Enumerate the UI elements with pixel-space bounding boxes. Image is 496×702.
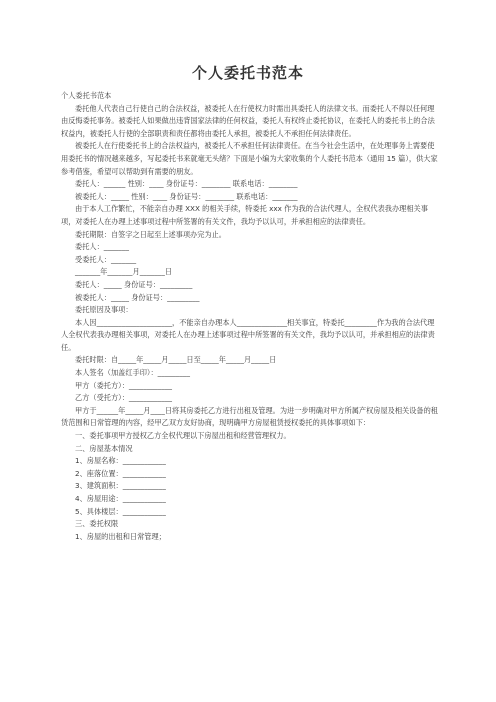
body-line: 1、房屋名称：____________ (75, 456, 166, 466)
body-line: 乙方（受托方）：____________ (75, 393, 173, 403)
body-line: 由于本人工作繁忙，不能亲自办理 XXX 的相关手续，特委托 xxx 作为我的合法代理人，全权代表我办理相关事项，对委托人在办理上述事项过程中所签署的有关文件，我均予以认可，并承担相应的法律责任。 (61, 204, 428, 226)
body-line: 甲方于______年_____月____日将其房委托乙方进行出租及管理。为进一步明确对甲方所属产权房屋及相关设备的租赁范围和日常管理的内容，经甲乙双方友好协商，现明确甲方房屋租赁授权委托的具体事项如下： (61, 405, 438, 428)
body-line: 甲方（委托方）：____________ (75, 380, 173, 390)
body-line: 4、房屋用途：____________ (75, 494, 166, 503)
body-line: 委托原因及事项： (75, 305, 133, 315)
body-line: 委托人：_______ (75, 242, 129, 252)
body-line: 被委托人：_____ 性别：____ 身份证号：________ 联系电话：_______ (75, 191, 298, 201)
body-line: 2、座落位置：____________ (75, 468, 166, 478)
body-line: 一、委托事项甲方授权乙方全权代理以下房屋出租和经营管理权力。 (75, 431, 291, 441)
body-line: 委托时限：自_____年_____月_____日至_____年_____月_____日 (75, 355, 277, 365)
body-line: 二、房屋基本情况 (75, 443, 133, 453)
body-line: 被委托人在行使委托书上的合法权益内，被委托人不承担任何法律责任。在当今社会生活中，在处理事务上需要使用委托书的情况越来越多，写起委托书来就毫无头绪？下面是小编为大家收集的个人委托书范本（通用 15 篇），供大家参考借鉴，希望可以帮助到有需要的朋友。 (61, 141, 438, 176)
body-line: 本人因_____________________，不能亲自办理本人______________相关事宜，特委托_________作为我的合法代理人全权代表我办理相关事项，对委托人在办理上述事项过程中所签署的有关文件，我均予以认可，并承担相应的法律责任。 (61, 317, 435, 352)
body-line: 本人签名（加盖红手印）：_________ (75, 368, 190, 378)
body-line: 委托他人代表自己行使自己的合法权益，被委托人在行使权力时需出具委托人的法律文书。而委托人不得以任何理由反悔委托事务。被委托人如果做出违背国家法律的任何权益，委托人有权终止委托协议，在委托人的委托书上的合法权益内，被委托人行使的全部职责和责任都将由委托人承担，被委托人不承担任何法律责任。 (61, 103, 435, 138)
body-line: 委托期限：自签字之日起至上述事项办完为止。 (75, 229, 226, 239)
body-line: _______年_______月_______日 (75, 267, 173, 277)
body-line: 3、建筑面积：____________ (75, 481, 166, 491)
body-line: 被委托人：_____ 身份证号：_________ (75, 292, 200, 302)
document-title: 个人委托书范本 (191, 64, 304, 82)
body-line: 委托人：_____ 身份证号：_________ (75, 279, 193, 289)
body-line: 1、房屋的出租和日常管理； (75, 531, 166, 541)
body-line: 委托人：______ 性别：____ 身份证号：________ 联系电话：________ (75, 179, 298, 189)
body-line: 5、具体楼层：____________ (75, 506, 166, 516)
body-line: 受委托人：_______ (75, 254, 137, 264)
body-line: 个人委托书范本 (61, 91, 112, 100)
document-body (61, 90, 441, 543)
body-line: 三、委托权限 (75, 519, 119, 529)
